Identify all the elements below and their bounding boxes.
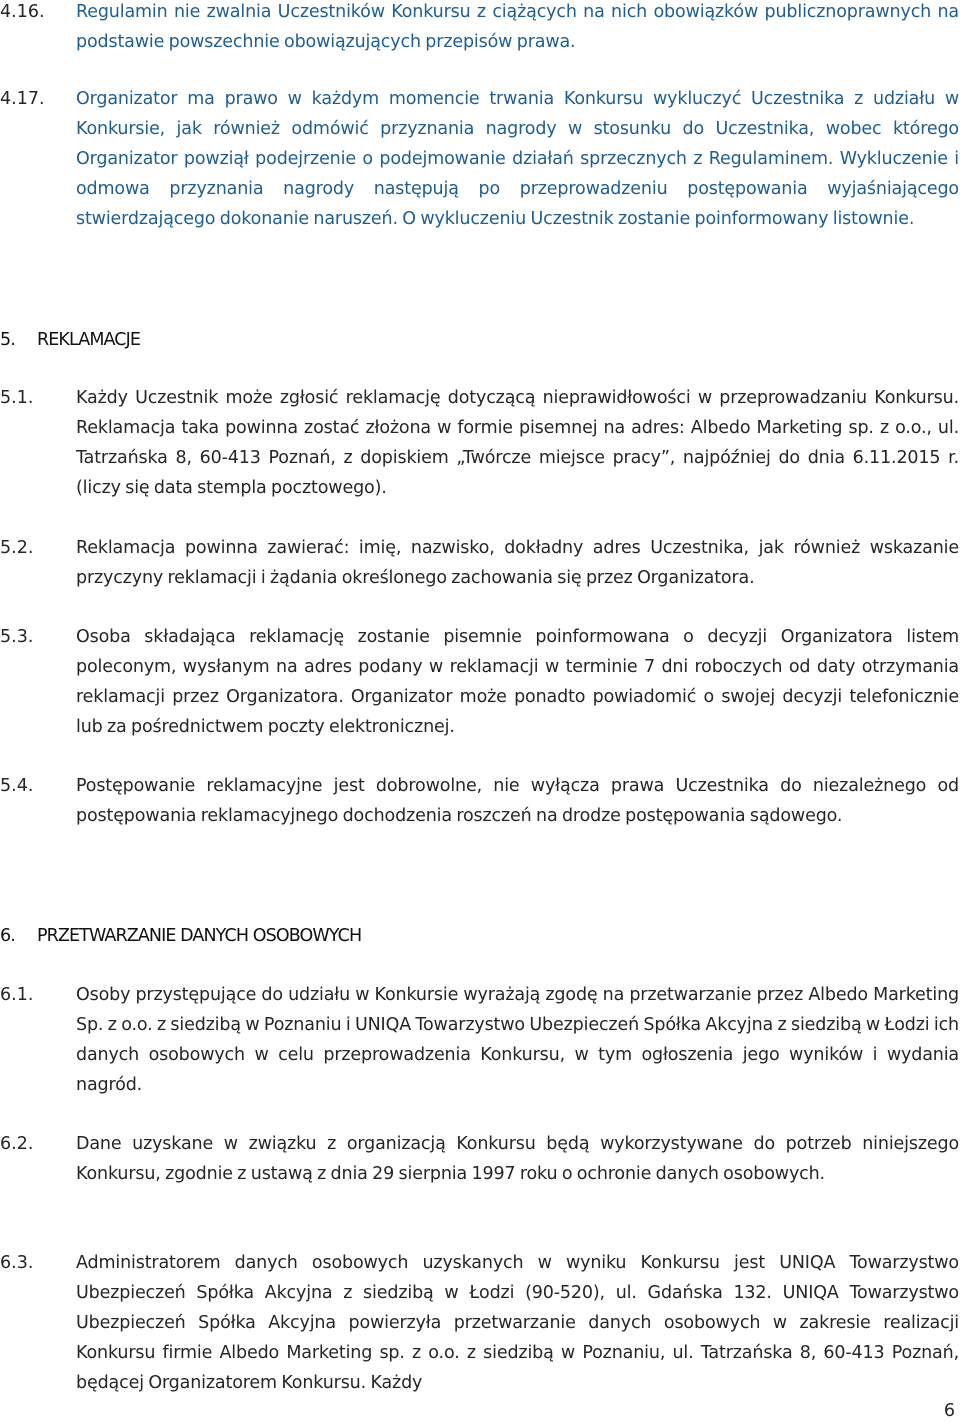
clause-text: Organizator ma prawo w każdym momencie trwania Konkursu wykluczyć Uczestnika z udziału w Konkursie, jak również odmówić przyznania nagrody w stosunku do Uczestnika, wobec którego Organizator powziął podejrzenie o podejmowanie działań sprzecznych z Regulaminem. Wykluczenie i odmowa przyznania nagrody następują po przeprowadzeniu postępowania wyjaśniającego stwierdzającego dokonanie naruszeń. O wykluczeniu Uczestnik zostanie poinformowany listownie. bbox=[76, 89, 959, 229]
clause-number: 6.1. bbox=[0, 985, 34, 1005]
clause-number: 5.3. bbox=[0, 627, 34, 647]
clause-text: Regulamin nie zwalnia Uczestników Konkursu z ciążących na nich obowiązków publicznoprawnych na podstawie powszechnie obowiązujących przepisów prawa. bbox=[76, 2, 959, 52]
page-number: 6 bbox=[943, 1401, 955, 1421]
clause-text: Osoba składająca reklamację zostanie pisemnie poinformowana o decyzji Organizatora listem poleconym, wysłanym na adres podany w reklamacji w terminie 7 dni roboczych od daty otrzymania reklamacji przez Organizatora. Organizator może ponadto powiadomić o swojej decyzji telefonicznie lub za pośrednictwem poczty elektronicznej. bbox=[76, 627, 959, 737]
section-heading-reklamacje bbox=[0, 325, 960, 355]
clause-text: Każdy Uczestnik może zgłosić reklamację dotyczącą nieprawidłowości w przeprowadzaniu Konkursu. Reklamacja taka powinna zostać złożona w formie pisemnej na adres: Albedo Marketing sp. z o.o., ul. Tatrzańska 8, 60-413 Poznań, z dopiskiem „Twórcze miejsce pracy”, najpóźniej do dnia 6.11.2015 r. (liczy się data stempla pocztowego). bbox=[76, 388, 959, 498]
clause-number: 5.2. bbox=[0, 538, 34, 558]
section-title: PRZETWARZANIE DANYCH OSOBOWYCH bbox=[37, 926, 362, 946]
clause-text: Administratorem danych osobowych uzyskanych w wyniku Konkursu jest UNIQA Towarzystwo Ubezpieczeń Spółka Akcyjna z siedzibą w Łodzi (90-520), ul. Gdańska 132. UNIQA Towarzystwo Ubezpieczeń Spółka Akcyjna powierzyła przetwarzanie danych osobowych w zakresie realizacji Konkursu firmie Albedo Marketing sp. z o.o. z siedzibą w Poznaniu, ul. Tatrzańska 8, 60-413 Poznań, będącej Organizatorem Konkursu. Każdy bbox=[76, 1253, 959, 1393]
section-title: REKLAMACJE bbox=[37, 330, 141, 350]
clause-number: 4.16. bbox=[0, 2, 45, 22]
clause-text: Dane uzyskane w związku z organizacją Konkursu będą wykorzystywane do potrzeb niniejszego Konkursu, zgodnie z ustawą z dnia 29 sierpnia 1997 roku o ochronie danych osobowych. bbox=[76, 1134, 959, 1184]
clause-text: Osoby przystępujące do udziału w Konkursie wyrażają zgodę na przetwarzanie przez Albedo Marketing Sp. z o.o. z siedzibą w Poznaniu i UNIQA Towarzystwo Ubezpieczeń Spółka Akcyjna z siedzibą w Łodzi ich danych osobowych w celu przeprowadzenia Konkursu, w tym ogłoszenia jego wyników i wydania nagród. bbox=[76, 985, 959, 1095]
clause-text: Postępowanie reklamacyjne jest dobrowolne, nie wyłącza prawa Uczestnika do niezależnego od postępowania reklamacyjnego dochodzenia roszczeń na drodze postępowania sądowego. bbox=[76, 776, 959, 826]
clause-number: 6.2. bbox=[0, 1134, 34, 1154]
clause-text: Reklamacja powinna zawierać: imię, nazwisko, dokładny adres Uczestnika, jak również wskazanie przyczyny reklamacji i żądania określonego zachowania się przez Organizatora. bbox=[76, 538, 959, 588]
section-number: 6. bbox=[0, 926, 15, 946]
clause-number: 4.17. bbox=[0, 89, 45, 109]
clause-number: 6.3. bbox=[0, 1253, 34, 1273]
section-heading-dane-osobowe bbox=[0, 921, 960, 951]
section-number: 5. bbox=[0, 330, 15, 350]
clause-number: 5.1. bbox=[0, 388, 34, 408]
clause-number: 5.4. bbox=[0, 776, 34, 796]
